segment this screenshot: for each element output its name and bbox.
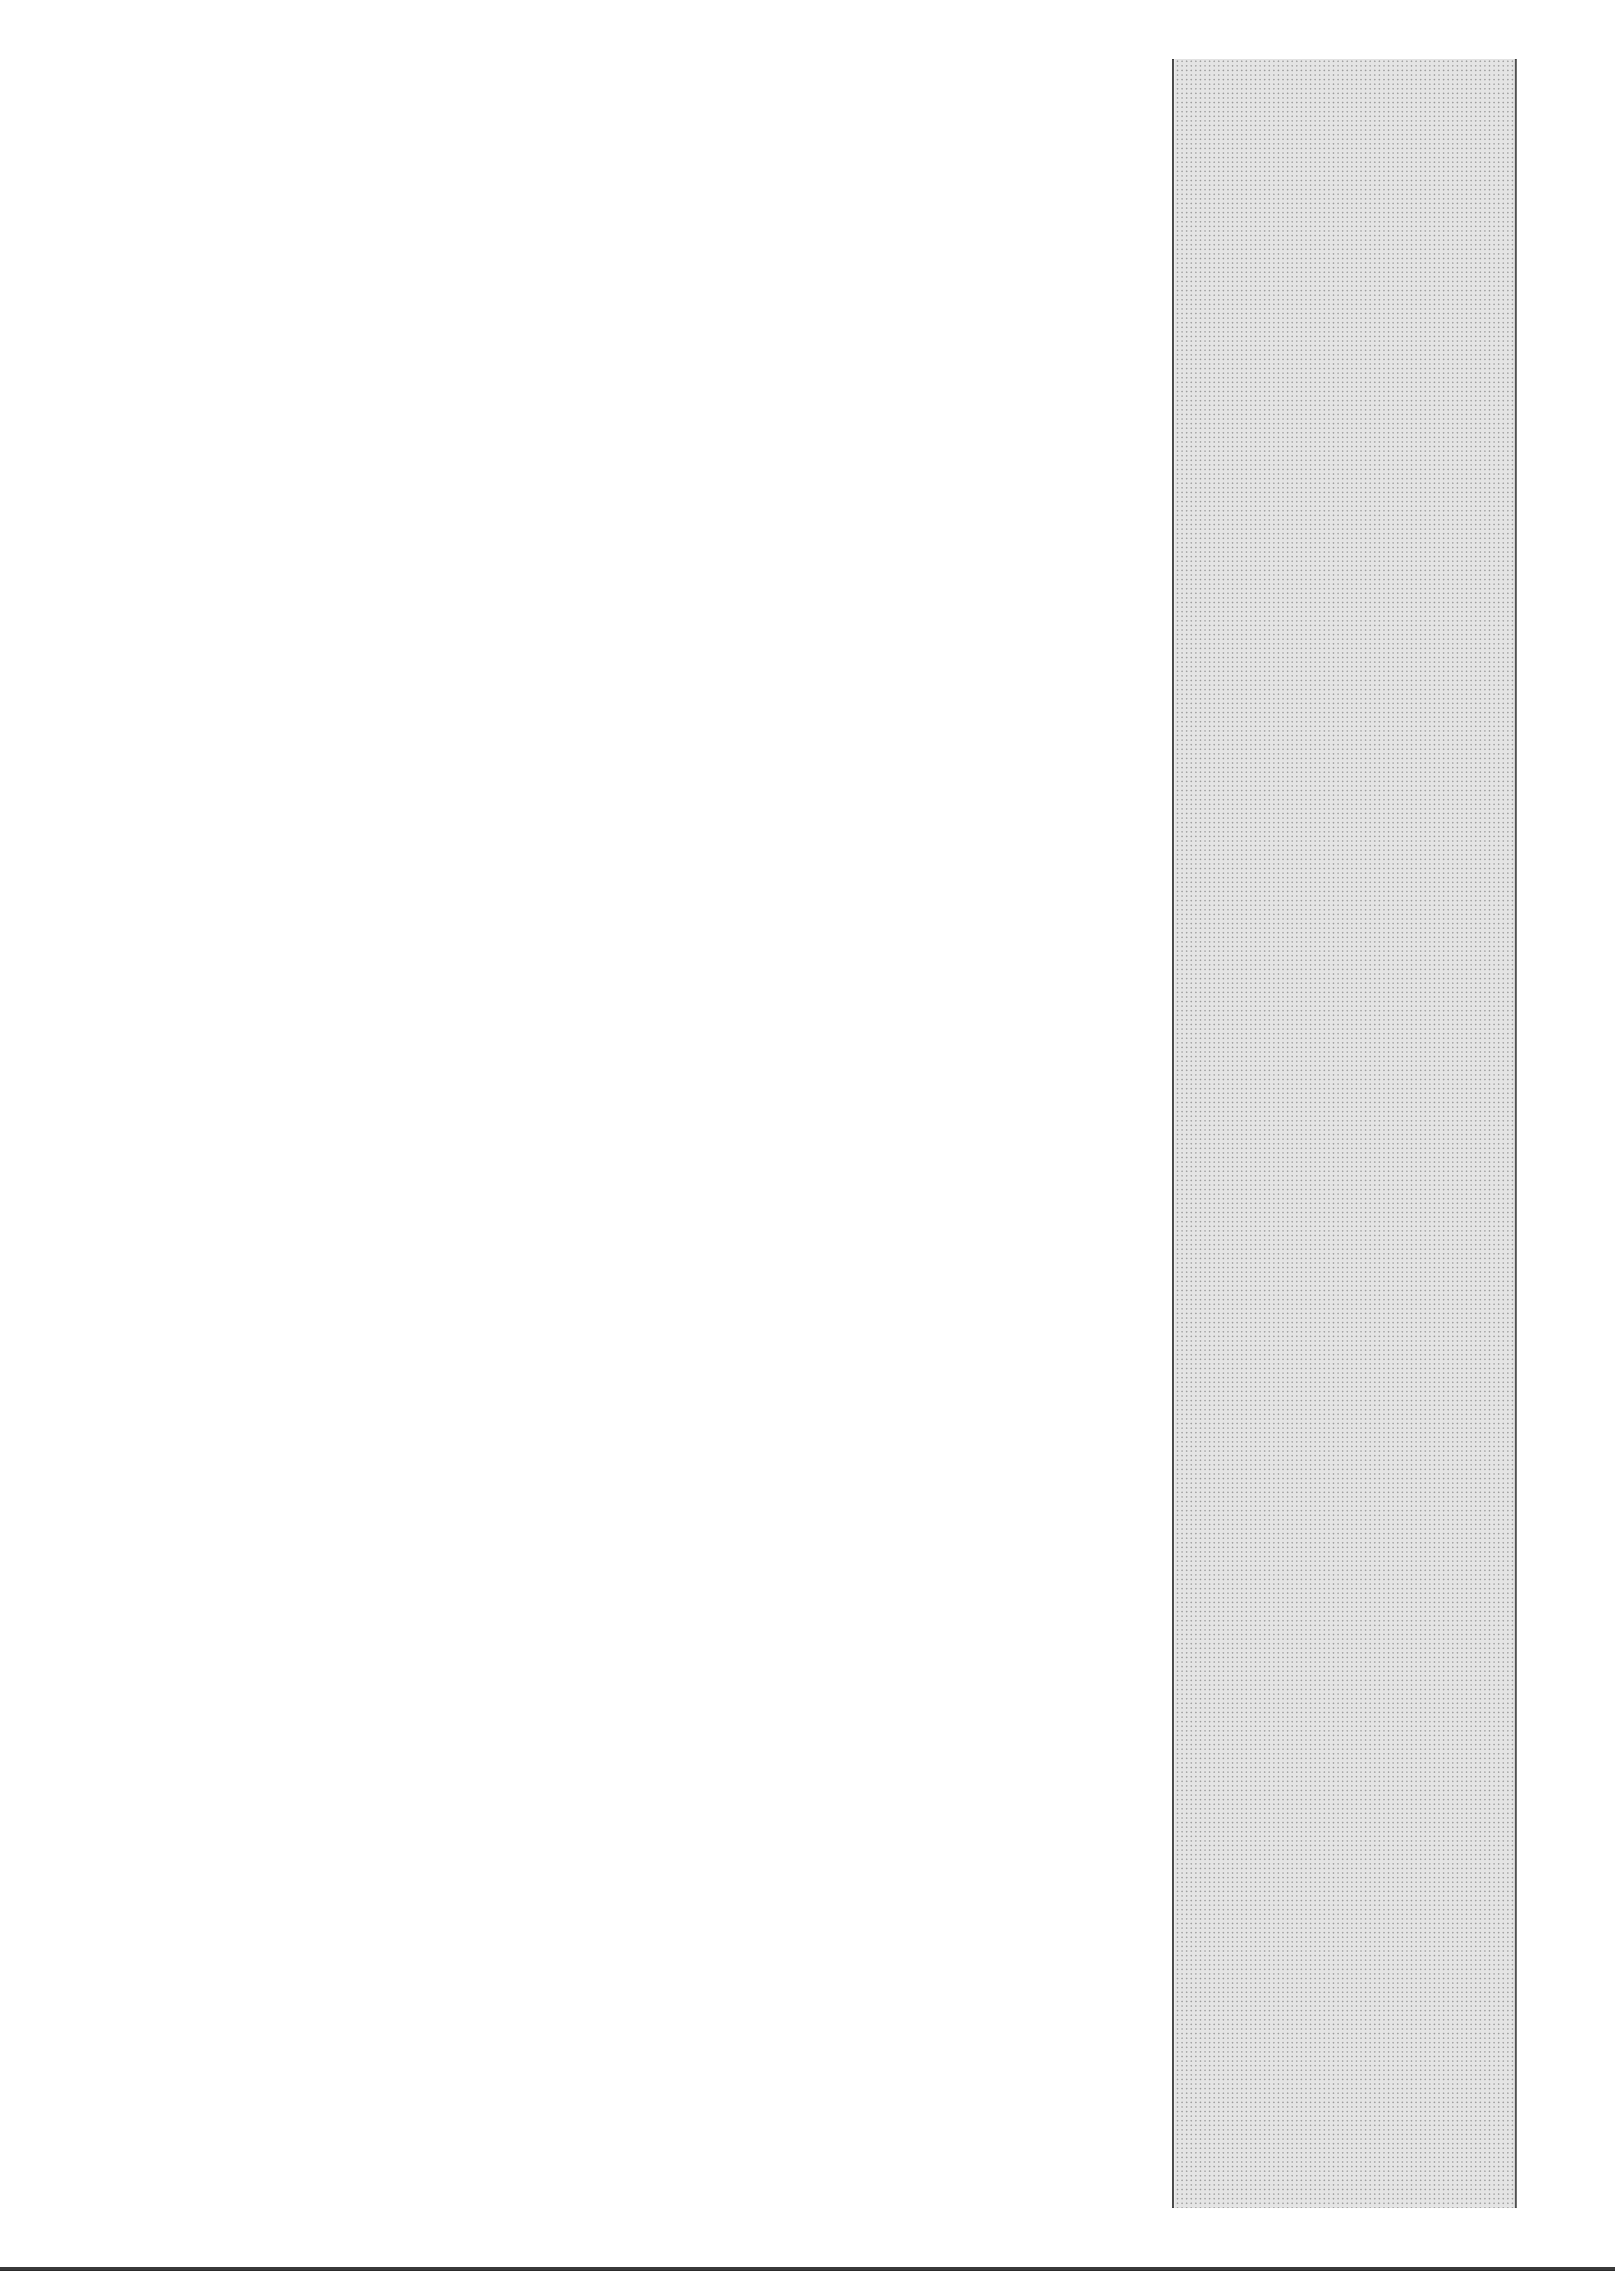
article-column-5 [41,1415,1129,1723]
article-column-2 [42,396,986,704]
article-column-1 [42,59,999,367]
headline [1186,59,1500,2208]
article-column-6 [41,1763,1129,2071]
article-column-3 [42,734,986,1042]
page-edge-rule [0,2267,1615,2271]
article-column-4 [41,1075,1129,1383]
